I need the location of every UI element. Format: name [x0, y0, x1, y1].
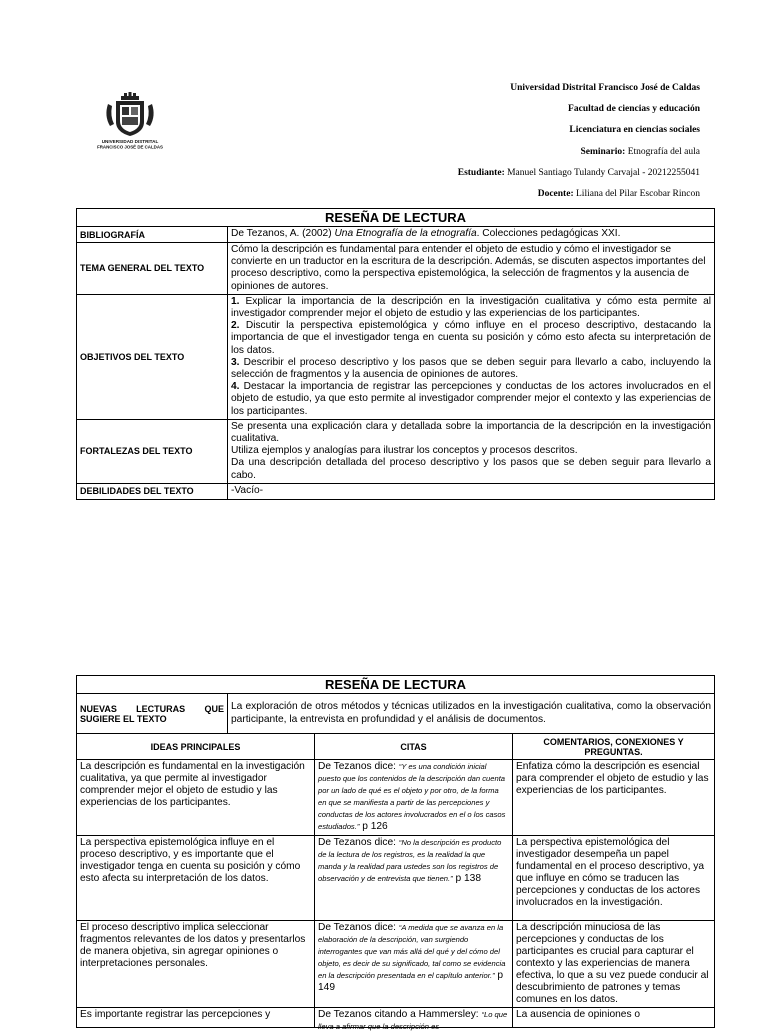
- debilidades-row: [77, 483, 715, 499]
- cita-cell: De Tezanos citando a Hammersley: “Lo que lleva a afirmar que la descripción es: [315, 1008, 513, 1028]
- idea-cell: Es importante registrar las percepciones y: [77, 1008, 315, 1028]
- student-line: Estudiante: Manuel Santiago Tulandy Carvajal - 20212255041: [457, 167, 700, 178]
- debilidades-label: DEBILIDADES DEL TEXTO: [77, 483, 228, 499]
- idea-cell: La descripción es fundamental en la investigación cualitativa, ya que permite al investigador comprender mejor el objeto de estudio y las experiencias de los participantes.: [77, 760, 315, 836]
- table-1-title: RESEÑA DE LECTURA: [77, 209, 715, 227]
- bibliografia-row: [77, 227, 715, 243]
- nuevas-lecturas-row: [77, 694, 715, 734]
- review-table-2: [76, 675, 715, 1031]
- faculty-name: Facultad de ciencias y educación: [568, 104, 700, 115]
- nuevas-lecturas-value: La exploración de otros métodos y técnicas utilizados en la investigación cualitativa, como la observación participante, la entrevista en profundidad y el análisis de documentos.: [228, 694, 715, 734]
- comentario-cell: Enfatiza cómo la descripción es esencial para comprender el objeto de estudio y las experiencias de los participantes.: [513, 760, 715, 836]
- idea-cell: La perspectiva epistemológica influye en el proceso descriptivo, y es importante que el investigador tenga en cuenta su posición y cómo esto afecta su interpretación de los datos.: [77, 836, 315, 921]
- bibliografia-value: De Tezanos, A. (2002) Una Etnografía de la etnografía. Colecciones pedagógicas XXI.: [228, 227, 715, 243]
- fortaleza-line: Se presenta una explicación clara y detallada sobre la importancia de la descripción en la investigación cualitativa.: [231, 420, 711, 445]
- program-name: Licenciatura en ciencias sociales: [569, 125, 700, 136]
- col-header-citas: CITAS: [315, 734, 513, 760]
- comentario-cell: La ausencia de opiniones o: [513, 1008, 715, 1028]
- comentario-cell: La descripción minuciosa de las percepciones y conductas de los participantes es crucial para capturar el contexto y las experiencias de manera efectiva, lo que a su vez puede conducir al descubrimiento de patrones y temas comunes en los datos.: [513, 921, 715, 1008]
- objetivo-item: 3. Describir el proceso descriptivo y los pasos que se deben seguir para llevarlo a cabo, incluyendo la selección de fragmentos y la ausencia de opiniones de autores.: [231, 356, 711, 381]
- fortalezas-row: [77, 419, 715, 483]
- seminar-line: Seminario: Etnografía del aula: [580, 146, 700, 157]
- objetivo-item: 1. Explicar la importancia de la descripción en la investigación cualitativa y cómo esta permite al investigador comprender mejor el objeto de estudio y las experiencias de los participantes.: [231, 295, 711, 320]
- col-header-ideas: IDEAS PRINCIPALES: [77, 734, 315, 760]
- table-row: [77, 1008, 715, 1028]
- bibliografia-label: BIBLIOGRAFÍA: [77, 227, 228, 243]
- fortalezas-value: [228, 419, 715, 483]
- university-logo: [97, 92, 163, 150]
- logo-text-line-2: FRANCISCO JOSÉ DE CALDAS: [97, 144, 163, 150]
- fortalezas-label: FORTALEZAS DEL TEXTO: [77, 419, 228, 483]
- cita-cell: De Tezanos dice: “Y es una condición inicial puesto que los contenidos de la descripción dan cuenta por un lado de qué es el objeto y por otro, de la forma en que se manifiesta a partir de las percepciones y conductas de los actores involucrados en el o los casos estudiados.” p 126: [315, 760, 513, 836]
- tema-row: [77, 243, 715, 295]
- university-name: Universidad Distrital Francisco José de Caldas: [510, 83, 700, 93]
- review-table-1: [76, 208, 715, 500]
- table-1-title-row: [77, 209, 715, 227]
- idea-cell: El proceso descriptivo implica seleccionar fragmentos relevantes de los datos y presentarlos de manera objetiva, sin agregar opiniones o interpretaciones personales.: [77, 921, 315, 1008]
- col-header-comentarios: COMENTARIOS, CONEXIONES Y PREGUNTAS.: [513, 734, 715, 760]
- teacher-line: Docente: Liliana del Pilar Escobar Rincon: [537, 188, 700, 199]
- table-2-title: RESEÑA DE LECTURA: [77, 676, 715, 694]
- tema-label: TEMA GENERAL DEL TEXTO: [77, 243, 228, 295]
- cita-cell: De Tezanos dice: “A medida que se avanza en la elaboración de la descripción, van surgiendo interrogantes que van más allá del qué y del cómo del objeto, es decir de su significado, tal como se evidencia en la descripción presentada en el capítulo anterior.” p 149: [315, 921, 513, 1008]
- logo-text-line-1: UNIVERSIDAD DISTRITAL: [101, 139, 159, 144]
- table-2-title-row: [77, 676, 715, 694]
- table-row: [77, 836, 715, 921]
- column-header-row: [77, 734, 715, 760]
- fortaleza-line: Da una descripción detallada del proceso descriptivo y los pasos que se deben seguir para llevarlo a cabo.: [231, 457, 711, 481]
- debilidades-value: -Vacío-: [228, 483, 715, 499]
- cita-cell: De Tezanos dice: “No la descripción es producto de la lectura de los registros, es la realidad la que manda y la realidad para ustedes son los registros de observación y de entrevista que tienen.” p 138: [315, 836, 513, 921]
- table-row: [77, 760, 715, 836]
- fortaleza-line: Utiliza ejemplos y analogías para ilustrar los conceptos y procesos descritos.: [231, 445, 578, 457]
- objetivos-value: [228, 294, 715, 419]
- table-row: [77, 921, 715, 1008]
- tema-value: Cómo la descripción es fundamental para entender el objeto de estudio y cómo el investigador se convierte en un traductor en la escritura de la descripción. Además, se discuten aspectos importantes del proceso descriptivo, como la perspectiva epistemológica, la selección de fragmentos y la ausencia de opiniones de autores.: [228, 243, 715, 295]
- objetivo-item: 4. Destacar la importancia de registrar las percepciones y conductas de los actores involucrados en el objeto de estudio, ya que esto permite al investigador comprender mejor el contexto y las experiencias de los participantes.: [231, 381, 711, 417]
- objetivos-label: OBJETIVOS DEL TEXTO: [77, 294, 228, 419]
- nuevas-lecturas-label: NUEVAS LECTURAS QUE SUGIERE EL TEXTO: [77, 694, 228, 734]
- document-header: [280, 80, 700, 207]
- comentario-cell: La perspectiva epistemológica del investigador desempeña un papel fundamental en el proceso descriptivo, ya que influye en cómo se traducen las percepciones y conductas de los actores involucrados en la investigación.: [513, 836, 715, 921]
- objetivo-item: 2. Discutir la perspectiva epistemológica y cómo influye en el proceso descriptivo, destacando la importancia de que el investigador tenga en cuenta su posición y cómo esto afecta su interpretación de los datos.: [231, 320, 711, 356]
- objetivos-row: [77, 294, 715, 419]
